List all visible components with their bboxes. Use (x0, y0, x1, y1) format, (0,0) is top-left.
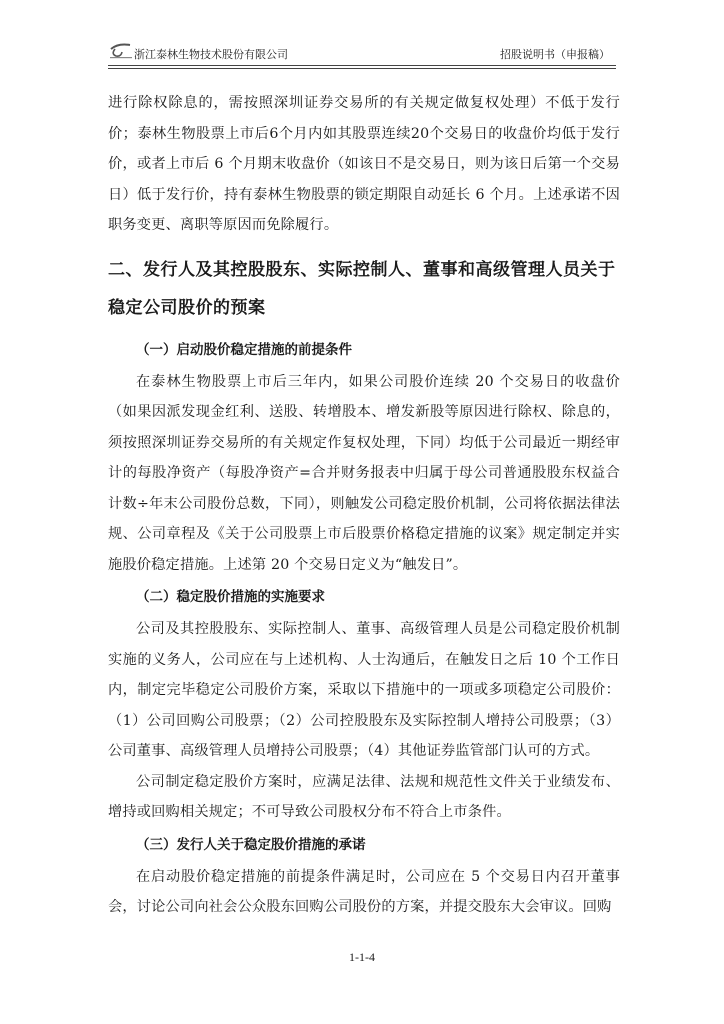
subsection-heading-1: （一）启动股价稳定措施的前提条件 (136, 341, 352, 358)
page-number: 1-1-4 (349, 950, 375, 964)
company-logo-icon (108, 42, 136, 60)
header-divider (108, 65, 616, 66)
subsection-1-paragraph: 在泰林生物股票上市后三年内，如果公司股价连续 20 个交易日的收盘价（如果因派发现金红利、送股、转增股本、增发新股等原因进行除权、除息的，须按照深圳证券交易所的有关规定作复权处理，下同）均低于公司最近一期经审计的每股净资产（每股净资产=合并财务报表中归属于母公司普通股股东权益合计数÷年末公司股份总数，下同），则触发公司稳定股价机制，公司将依据法律法规、公司章程及《关于公司股票上市后股票价格稳定措施的议案》规定制定并实施股价稳定措施。上述第 20 个交易日定义为“触发日”。 (108, 373, 620, 573)
subsection-3-paragraph: 在启动股价稳定措施的前提条件满足时，公司应在 5 个交易日内召开董事会，讨论公司向社会公众股东回购公司股份的方案，并提交股东大会审议。回购 (108, 868, 620, 915)
document-type: 招股说明书（申报稿） (500, 48, 610, 61)
subsection-2-paragraph-2: 公司制定稳定股价方案时，应满足法律、法规和规范性文件关于业绩发布、增持或回购相关规定；不可导致公司股权分布不符合上市条件。 (108, 773, 620, 820)
company-name: 浙江泰林生物技术股份有限公司 (134, 48, 288, 61)
page-body (108, 88, 620, 923)
subsection-2-paragraph-1: 公司及其控股股东、实际控制人、董事、高级管理人员是公司稳定股价机制实施的义务人，公司应在与上述机构、人士沟通后，在触发日之后 10 个工作日内，制定完毕稳定公司股价方案，采取以下措施中的一项或多项稳定公司股价：（1）公司回购公司股票；（2）公司控股股东及实际控制人增持公司股票；（3）公司董事、高级管理人员增持公司股票；（4）其他证券监管部门认可的方式。 (108, 621, 620, 759)
subsection-heading-3: （三）发行人关于稳定股价措施的承诺 (136, 836, 366, 853)
page-header (108, 40, 616, 66)
subsection-heading-2: （二）稳定股价措施的实施要求 (136, 589, 325, 605)
section-heading: 二、发行人及其控股股东、实际控制人、董事和高级管理人员关于稳定公司股价的预案 (108, 259, 616, 318)
intro-paragraph: 进行除权除息的，需按照深圳证券交易所的有关规定做复权处理）不低于发行价；泰林生物股票上市后6个月内如其股票连续20个交易日的收盘价均低于发行价，或者上市后 6 个月期末收盘价（如该日不是交易日，则为该日后第一个交易日）低于发行价，持有泰林生物股票的锁定期限自动延长 6 个月。上述承诺不因职务变更、离职等原因而免除履行。 (108, 95, 620, 233)
header-divider-secondary (108, 68, 616, 69)
